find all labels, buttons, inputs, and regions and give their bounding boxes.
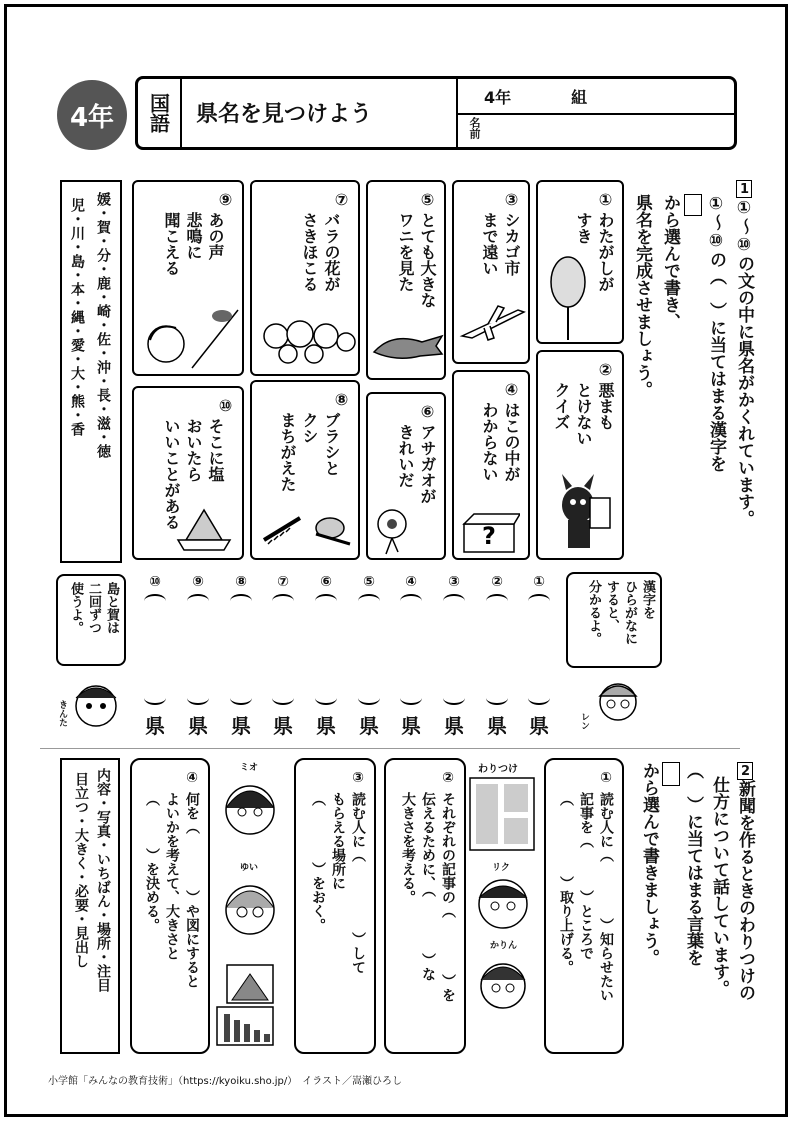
word-bank-line: 児・川・島・本・縄・愛・大・熊・香 bbox=[69, 198, 85, 436]
boy-riku-icon bbox=[470, 872, 536, 934]
section1-line-2: ①〜⑩の（ ）に当てはまる漢字を から選んで書き、 bbox=[660, 194, 726, 472]
header-box bbox=[135, 76, 737, 150]
section1-number: 1 bbox=[737, 181, 752, 197]
roses-icon bbox=[258, 316, 358, 366]
card-line: わからない bbox=[480, 402, 499, 482]
salt-pile-icon bbox=[174, 506, 234, 554]
char-mio-label: ミオ bbox=[240, 763, 259, 773]
card-line: アサガオが bbox=[418, 424, 437, 504]
class-row bbox=[458, 79, 736, 115]
card-line: シカゴ市 bbox=[502, 212, 521, 276]
answer-6[interactable]: ⑥ 県 bbox=[316, 574, 336, 738]
section2-instruction: 2新聞を作るときのわりつけの 仕方について話しています。 （ ）に当てはまる言葉を から選んで書きましょう。 bbox=[639, 762, 755, 1001]
girl-mio-icon bbox=[214, 774, 286, 840]
answer-4[interactable]: ④ 県 bbox=[401, 574, 421, 738]
item-4: ④ 何を（ ）や図にすると よいかを考えて、大きさと （ ）を決める。 bbox=[130, 758, 210, 1054]
card-line: おいたら bbox=[184, 418, 203, 482]
hint-bubble-kinta: 島と賀は 二回ずつ 使うよ。 bbox=[56, 574, 126, 666]
card-line: そこに塩 bbox=[206, 418, 225, 482]
item-3: ③ 読む人に（ ）して もらえる場所に （ ）をおく。 bbox=[294, 758, 376, 1054]
card-10 bbox=[132, 386, 244, 560]
card-num: ⑤ bbox=[418, 190, 437, 209]
svg-text:?: ? bbox=[482, 522, 496, 550]
bar-graph-icon bbox=[216, 1006, 274, 1046]
card-line: まで遠い bbox=[480, 212, 499, 276]
girl-karin-icon bbox=[470, 950, 536, 1016]
class-kumi: 組 bbox=[571, 87, 588, 107]
card-2 bbox=[536, 350, 624, 560]
item-2: ② それぞれの記事の（ ）を 伝えるために、（ ）な 大きさを考える。 bbox=[384, 758, 466, 1054]
card-line: いいことがある bbox=[162, 418, 181, 530]
card-6 bbox=[366, 392, 446, 560]
card-num: ⑧ bbox=[332, 390, 351, 409]
card-line: ブラシと bbox=[322, 412, 341, 476]
card-line: バラの花が bbox=[322, 212, 341, 292]
card-line: あの声 bbox=[206, 212, 225, 260]
boy-kinta-icon bbox=[70, 676, 122, 734]
section1-line-1: 1①〜⑩の文の中に県名がかくれています。 bbox=[734, 181, 754, 527]
card-line: 聞こえる bbox=[162, 212, 181, 276]
char-karin-label: かりん bbox=[490, 941, 518, 951]
subject-label: 国語 bbox=[138, 79, 182, 147]
class-name-box bbox=[456, 79, 736, 147]
page-title: 県名を見つけよう bbox=[196, 102, 373, 127]
card-line: わたがしが bbox=[596, 212, 615, 292]
name-row[interactable] bbox=[458, 115, 736, 147]
devil-icon bbox=[546, 470, 618, 554]
crocodile-icon bbox=[372, 322, 444, 366]
name-label: 名前 bbox=[468, 117, 481, 139]
card-5 bbox=[366, 180, 446, 380]
blank-box-icon bbox=[684, 194, 702, 216]
answer-2[interactable]: ② 県 bbox=[487, 574, 507, 738]
cotton-candy-icon bbox=[548, 252, 588, 342]
card-num: ③ bbox=[502, 190, 521, 209]
answer-10[interactable]: ⑩ 県 bbox=[145, 574, 165, 738]
card-line: さきほこる bbox=[300, 212, 319, 292]
card-line: はこの中が bbox=[502, 402, 521, 482]
answer-3[interactable]: ③ 県 bbox=[444, 574, 464, 738]
newspaper-layout-icon bbox=[468, 776, 536, 852]
card-line: 悲鳴に bbox=[184, 212, 203, 260]
word-bank-line: 目立つ・大きく・必要・見出し bbox=[73, 772, 89, 968]
grade-badge: 4年 bbox=[57, 80, 127, 150]
card-num: ① bbox=[596, 190, 615, 209]
mountain-photo-icon bbox=[226, 964, 274, 1004]
word-bank-line: 媛・賀・分・鹿・崎・佐・沖・長・滋・徳 bbox=[95, 192, 111, 458]
card-1 bbox=[536, 180, 624, 344]
answer-7[interactable]: ⑦ 県 bbox=[273, 574, 293, 738]
word-bank-line: 内容・写真・いちばん・場所・注目 bbox=[95, 768, 111, 992]
class-grade: 4年 bbox=[484, 87, 512, 107]
answer-9[interactable]: ⑨ 県 bbox=[188, 574, 208, 738]
char-kinta-label: きんた bbox=[57, 700, 67, 727]
card-num: ④ bbox=[502, 380, 521, 399]
airplane-icon bbox=[458, 302, 528, 342]
card-9 bbox=[132, 180, 244, 376]
section1-line-3: 県名を完成させましょう。 bbox=[632, 194, 652, 398]
card-num: ⑩ bbox=[216, 396, 235, 415]
card-num: ⑦ bbox=[332, 190, 351, 209]
char-riku-label: リク bbox=[492, 863, 510, 873]
word-bank-2 bbox=[60, 758, 120, 1054]
girl-yui-icon bbox=[214, 872, 286, 942]
word-bank-1 bbox=[60, 180, 122, 563]
label-waritsuke: わりつけ bbox=[478, 764, 518, 775]
answer-8[interactable]: ⑧ 県 bbox=[231, 574, 251, 738]
card-line: すき bbox=[574, 212, 593, 244]
card-num: ② bbox=[596, 360, 615, 379]
card-line: クシ bbox=[300, 412, 319, 444]
footer-credit: 小学館「みんなの教育技術」（https://kyoiku.sho.jp/） イラスト／嵩瀬ひろし bbox=[48, 1076, 402, 1087]
card-num: ⑨ bbox=[216, 190, 235, 209]
card-4 bbox=[452, 370, 530, 560]
card-line: とても大きな bbox=[418, 212, 437, 308]
char-ren-label: レン bbox=[579, 712, 589, 730]
card-line: とけない bbox=[574, 382, 593, 446]
section2-number: 2 bbox=[738, 763, 753, 779]
hint-bubble-ren: 漢字を ひらがなに すると、 分かるよ。 bbox=[566, 572, 662, 668]
card-3 bbox=[452, 180, 530, 364]
char-yui-label: ゆい bbox=[240, 863, 259, 873]
section-divider bbox=[40, 748, 740, 749]
card-line: 悪まも bbox=[596, 382, 615, 430]
blank-box-icon bbox=[662, 762, 680, 786]
item-1: ① 読む人に（ ）知らせたい 記事を（ ）ところで （ ）取り上げる。 bbox=[544, 758, 624, 1054]
card-7 bbox=[250, 180, 360, 376]
card-num: ⑥ bbox=[418, 402, 437, 421]
card-line: ワニを見た bbox=[396, 212, 415, 292]
morning-glory-icon bbox=[372, 506, 412, 556]
answer-1[interactable]: ① 県 bbox=[529, 574, 549, 738]
bird-girl-icon bbox=[142, 300, 242, 370]
card-line: クイズ bbox=[552, 382, 571, 430]
answer-5[interactable]: ⑤ 県 bbox=[359, 574, 379, 738]
card-8 bbox=[250, 380, 360, 560]
boy-ren-icon bbox=[592, 672, 644, 732]
card-line: きれいだ bbox=[396, 424, 415, 488]
question-box-icon bbox=[460, 508, 520, 556]
comb-brush-icon bbox=[260, 510, 356, 550]
card-line: まちがえた bbox=[278, 412, 297, 492]
